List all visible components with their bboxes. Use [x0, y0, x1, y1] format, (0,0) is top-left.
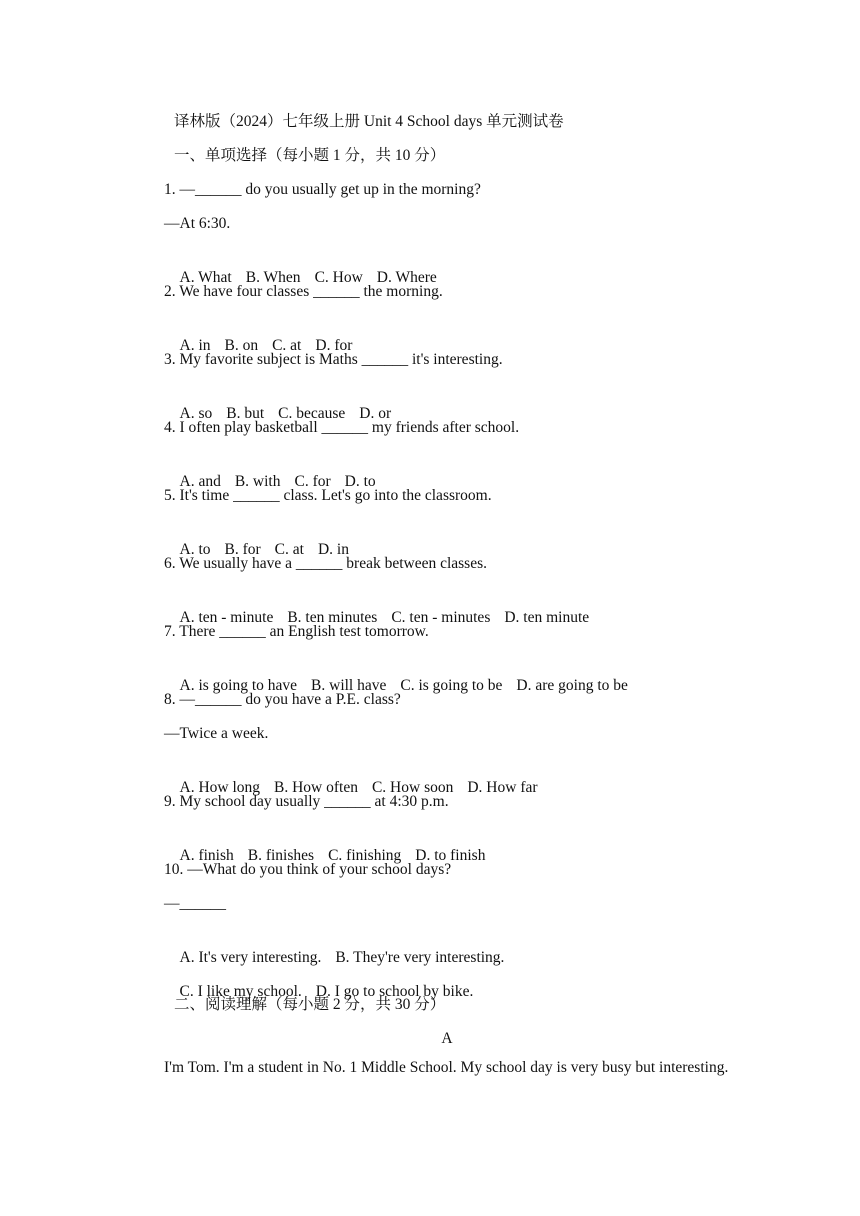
option: B. on	[224, 337, 259, 354]
question-8-stem: 8. —______ do you have a P.E. class?	[164, 691, 401, 708]
option: A. is going to have	[179, 677, 298, 694]
option: C. at	[272, 337, 302, 354]
option: A. to	[179, 541, 211, 558]
option: B. They're very interesting.	[335, 949, 505, 966]
question-7-stem: 7. There ______ an English test tomorrow.	[164, 623, 429, 640]
option: A. in	[179, 337, 211, 354]
option: A. finish	[179, 847, 234, 864]
option: A. It's very interesting.	[179, 949, 322, 966]
option: D. to finish	[415, 847, 486, 864]
question-3-stem: 3. My favorite subject is Maths ______ it's interesting.	[164, 351, 503, 368]
option: D. for	[315, 337, 353, 354]
option: B. for	[224, 541, 261, 558]
option: C. for	[294, 473, 331, 490]
option: C. How soon	[371, 779, 454, 796]
option: D. I go to school by bike.	[315, 983, 474, 1000]
option: B. ten minutes	[287, 609, 378, 626]
option: D. or	[359, 405, 392, 422]
option: B. finishes	[247, 847, 315, 864]
option: C. because	[278, 405, 346, 422]
passage-label: A	[441, 1030, 453, 1047]
option: C. I like my school.	[179, 983, 302, 1000]
option: D. to	[344, 473, 376, 490]
option: C. How	[314, 269, 363, 286]
option: B. will have	[311, 677, 387, 694]
question-8-reply: —Twice a week.	[164, 725, 269, 742]
option: C. at	[274, 541, 304, 558]
passage-text: I'm Tom. I'm a student in No. 1 Middle School. My school day is very busy but interesting.	[164, 1059, 729, 1076]
option: A. so	[179, 405, 213, 422]
section-heading-multiple-choice: 一、单项选择（每小题 1 分，共 10 分）	[174, 147, 446, 164]
page-title: 译林版（2024）七年级上册 Unit 4 School days 单元测试卷	[174, 113, 564, 130]
option: B. When	[245, 269, 301, 286]
question-2-stem: 2. We have four classes ______ the morning.	[164, 283, 443, 300]
option: B. with	[234, 473, 281, 490]
option: C. ten - minutes	[391, 609, 491, 626]
option: C. finishing	[328, 847, 402, 864]
option: D. ten minute	[504, 609, 590, 626]
question-5-stem: 5. It's time ______ class. Let's go into the classroom.	[164, 487, 492, 504]
question-4-stem: 4. I often play basketball ______ my friends after school.	[164, 419, 520, 436]
option: D. Where	[376, 269, 437, 286]
section-heading-reading: 二、阅读理解（每小题 2 分，共 30 分）	[174, 996, 446, 1013]
option: C. is going to be	[400, 677, 503, 694]
option: A. How long	[179, 779, 261, 796]
option: D. in	[317, 541, 349, 558]
option: B. How often	[274, 779, 358, 796]
question-9-stem: 9. My school day usually ______ at 4:30 p.m.	[164, 793, 449, 810]
question-1-stem: 1. —______ do you usually get up in the morning?	[164, 181, 481, 198]
question-6-stem: 6. We usually have a ______ break between classes.	[164, 555, 488, 572]
option: A. ten - minute	[179, 609, 274, 626]
option: A. What	[179, 269, 232, 286]
option: D. are going to be	[516, 677, 628, 694]
question-10-reply: —______	[164, 895, 226, 912]
option: D. How far	[467, 779, 538, 796]
option: A. and	[179, 473, 221, 490]
option: B. but	[226, 405, 265, 422]
question-1-reply: —At 6:30.	[164, 215, 231, 232]
question-10-stem: 10. —What do you think of your school days?	[164, 861, 452, 878]
